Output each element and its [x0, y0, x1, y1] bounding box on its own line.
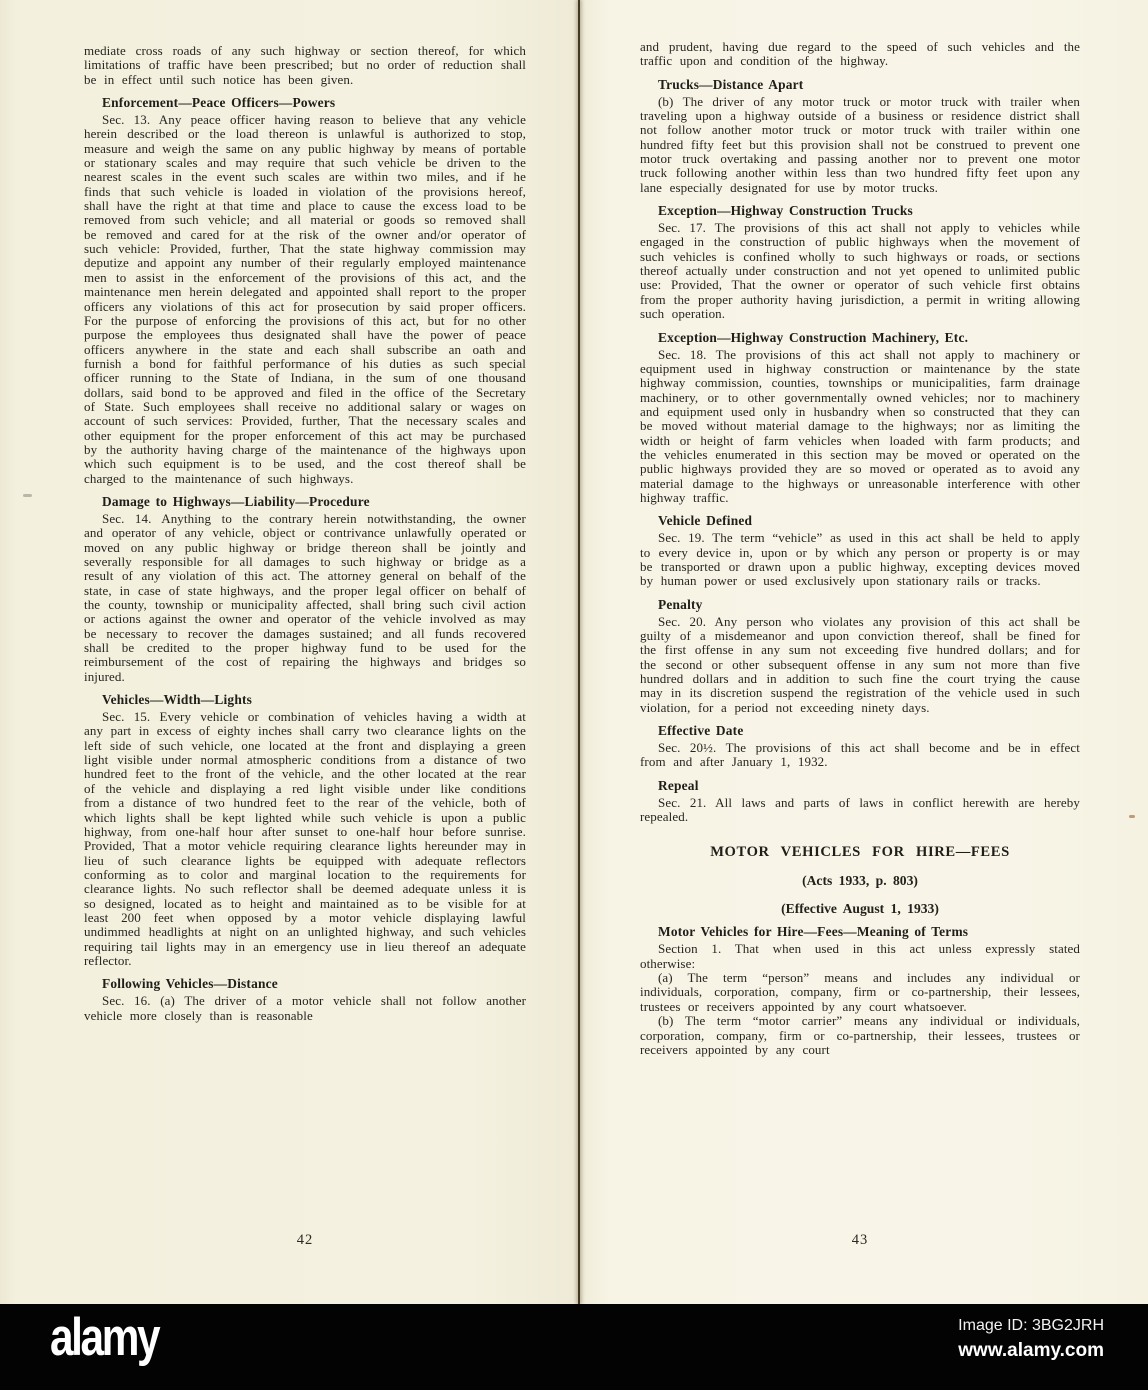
- paragraph: Sec. 16. (a) The driver of a motor vehicle shall not follow another vehicle more closely than is reasonable: [84, 993, 526, 1023]
- page-42-text-column: [84, 44, 526, 1023]
- page-43: [580, 0, 1148, 1304]
- section-heading: Following Vehicles—Distance: [102, 976, 278, 992]
- page-43-text-column: [640, 40, 1080, 1057]
- section-heading: Penalty: [658, 596, 703, 612]
- page-42: [0, 0, 580, 1304]
- paragraph: Sec. 19. The term “vehicle” as used in this act shall be held to apply to every device in, upon or by which any person or property is or may be transported or drawn upon a public highway, excepting devices moved by human power or used exclusively upon stationary rails or tracks.: [640, 530, 1080, 589]
- paragraph: Sec. 15. Every vehicle or combination of vehicles having a width at any part in excess of eighty inches shall carry two clearance lights on the left side of such vehicle, one located at the front and displaying a green light visible under normal atmospheric conditions from a distance of two hundred feet to the front of the vehicle, and the other located at the rear of the vehicle and displaying a red light visible under like conditions from a distance of two hundred feet to the rear of the vehicle, both of which lights shall be kept lighted while such vehicle is upon a public highway, from one-half hour after sunset to one-half hour before sunrise. Provided, That a motor vehicle requiring clearance lights hereunder may in lieu of such clearance lights be equipped with adequate reflectors conforming as to color and marginal location to the requirements for clearance lights. No such reflector shall be deemed adequate unless it is so designed, located as to height and maintained as to be visible for at least 200 feet when opposed by a motor vehicle displaying lawful undimmed headlights at night on an unlighted highway, and such vehicles requiring tail lights may in an emergency use in lieu thereof an adequate reflector.: [84, 709, 526, 968]
- section-heading: Repeal: [658, 777, 699, 793]
- section-heading: Effective Date: [658, 723, 744, 739]
- watermark-info: [958, 1317, 1104, 1362]
- section-heading: Exception—Highway Construction Trucks: [658, 203, 913, 219]
- section-heading: Motor Vehicles for Hire—Fees—Meaning of Terms: [658, 924, 969, 940]
- section-heading: Enforcement—Peace Officers—Powers: [102, 95, 336, 111]
- section-heading: Damage to Highways—Liability—Procedure: [102, 493, 370, 509]
- section-heading: Vehicles—Width—Lights: [102, 692, 253, 708]
- page-number-right: 43: [851, 1232, 869, 1248]
- paragraph: Sec. 17. The provisions of this act shall not apply to vehicles while engaged in the construction of public highways when the movement of such vehicles is confined wholly to such highways or roads, or sections thereof actually under construction and not yet opened to unlimited public use: Provided, That the owner or operator of such vehicle first obtains from the proper authority having jurisdiction, a permit in writing allowing such operation.: [640, 220, 1080, 322]
- section-heading: Trucks—Distance Apart: [658, 76, 804, 92]
- paragraph: Sec. 18. The provisions of this act shall not apply to machinery or equipment used in highway construction or maintenance by the state highway commission, counties, townships or municipalities, farm drainage machinery, or to other governmentally owned vehicles; nor to machinery and equipment used only in husbandry when so constructed that they can be moved without material damage to the highways; nor as limiting the width or height of farm vehicles when loaded with farm products; and the vehicles enumerated in this section may be moved or operated on the public highways provided they are so moved or operated as to avoid any material damage to the highways or unreasonable interference with other highway traffic.: [640, 346, 1080, 505]
- paragraph-continued: mediate cross roads of any such highway or section thereof, for which limitations of traffic have been prescribed; but no order of reduction shall be in effect until such notice has been given.: [84, 43, 526, 87]
- paragraph: Sec. 13. Any peace officer having reason to believe that any vehicle herein described or the load thereon is unlawful is authorized to stop, measure and weigh the same on any public highway by means of portable or stationary scales and may require that such vehicle be driven to the nearest scales in the event such scales are within two miles, and if he finds that such vehicle is loaded in violation of the provisions hereof, shall have the right at that time and place to cause the excess load to be removed from such vehicle; and all material or goods so removed shall be removed and cared for at the risk of the owner and/or operator of such vehicle: Provided, further, That the state highway commission may deputize and appoint any number of their regularly employed maintenance men to assist in the enforcement of the provisions of this act, and the maintenance men herein delegated and appointed shall report to the proper officers any violations of this act for prosecution by said proper officers. For the purpose of enforcing the provisions of this act, but for no other purpose the employees thus designated shall have the power of peace officers anywhere in the state and each shall subscribe an oath and furnish a bond for faithful performance of his duties as such special officer running to the State of Indiana, in the sum of one thousand dollars, said bond to be approved and filed in the office of the Secretary of State. Such employees shall receive no additional salary or wages on account of such services: Provided, further, That the necessary scales and other equipment for the proper enforcement of this act may be purchased by the authority having charge of the maintenance of the highways upon which such equipment is to be used, and the cost thereof shall be charged to the maintenance of such highways.: [84, 112, 526, 486]
- paragraph: (b) The term “motor carrier” means any individual or individuals, corporation, company, firm or co-partnership, their lessees, trustees or receivers appointed by any court: [640, 1013, 1080, 1057]
- alamy-watermark-bar: [0, 1304, 1148, 1390]
- watermark-url: www.alamy.com: [958, 1340, 1104, 1361]
- section-heading: Vehicle Defined: [658, 513, 753, 529]
- paragraph: Sec. 20½. The provisions of this act shall become and be in effect from and after January 1, 1932.: [640, 740, 1080, 770]
- page-number-left: 42: [296, 1232, 314, 1248]
- paragraph: Sec. 14. Anything to the contrary herein notwithstanding, the owner and operator of any vehicle, object or contrivance unlawfully operated or moved on any public highway or bridge thereon shall be jointly and severally responsible for all damages to such highway or bridge as a result of any violation of this act. The attorney general on behalf of the state, in case of state highways, and the proper legal officer on behalf of the county, township or municipality affected, shall bring such civil action or actions against the owner and operator of the vehicle involved as may be necessary to recover the damages sustained; and all funds recovered shall be credited to the proper highway fund to be used for the reimbursement of the cost of repairing the highways and bridges so injured.: [84, 510, 526, 684]
- paragraph: Section 1. That when used in this act unless expressly stated otherwise:: [640, 941, 1080, 971]
- paragraph-continued: and prudent, having due regard to the speed of such vehicles and the traffic upon and condition of the highway.: [640, 39, 1080, 69]
- chapter-title: MOTOR VEHICLES FOR HIRE—FEES: [710, 844, 1010, 861]
- chapter-subtitle: (Acts 1933, p. 803): [802, 873, 918, 889]
- paragraph: Sec. 20. Any person who violates any provision of this act shall be guilty of a misdemeanor and upon conviction thereof, shall be fined for the first offense in any sum not exceeding five hundred dollars; and for the second or other subsequent offense in any sum not more than five hundred dollars and in addition to such fine the court trying the cause may in its discretion suspend the registration of the vehicle used in such violation, for a period not exceeding ninety days.: [640, 613, 1080, 715]
- paragraph: Sec. 21. All laws and parts of laws in conflict herewith are hereby repealed.: [640, 794, 1080, 825]
- paragraph: (a) The term “person” means and includes any individual or individuals, corporation, company, firm or co-partnership, their lessees, trustees or receivers appointed by any court whatsoever.: [640, 970, 1080, 1014]
- watermark-image-id: Image ID: 3BG2JRH: [958, 1317, 1104, 1334]
- chapter-subtitle: (Effective August 1, 1933): [781, 901, 939, 917]
- section-heading: Exception—Highway Construction Machinery, Etc.: [658, 329, 969, 345]
- book-gutter-fold: [578, 0, 580, 1304]
- alamy-logo: alamy: [50, 1308, 159, 1367]
- paper-speck-right: [1129, 815, 1135, 818]
- paper-speck-left: [23, 494, 32, 497]
- paragraph: (b) The driver of any motor truck or motor truck with trailer when traveling upon a highway outside of a business or residence district shall not follow another motor truck or motor truck with trailer within one hundred fifty feet but this provision shall not be construed to prevent one motor truck overtaking and passing another nor to prevent one motor truck following another within less than two hundred fifty feet upon any lane especially designated for use by motor trucks.: [640, 93, 1080, 195]
